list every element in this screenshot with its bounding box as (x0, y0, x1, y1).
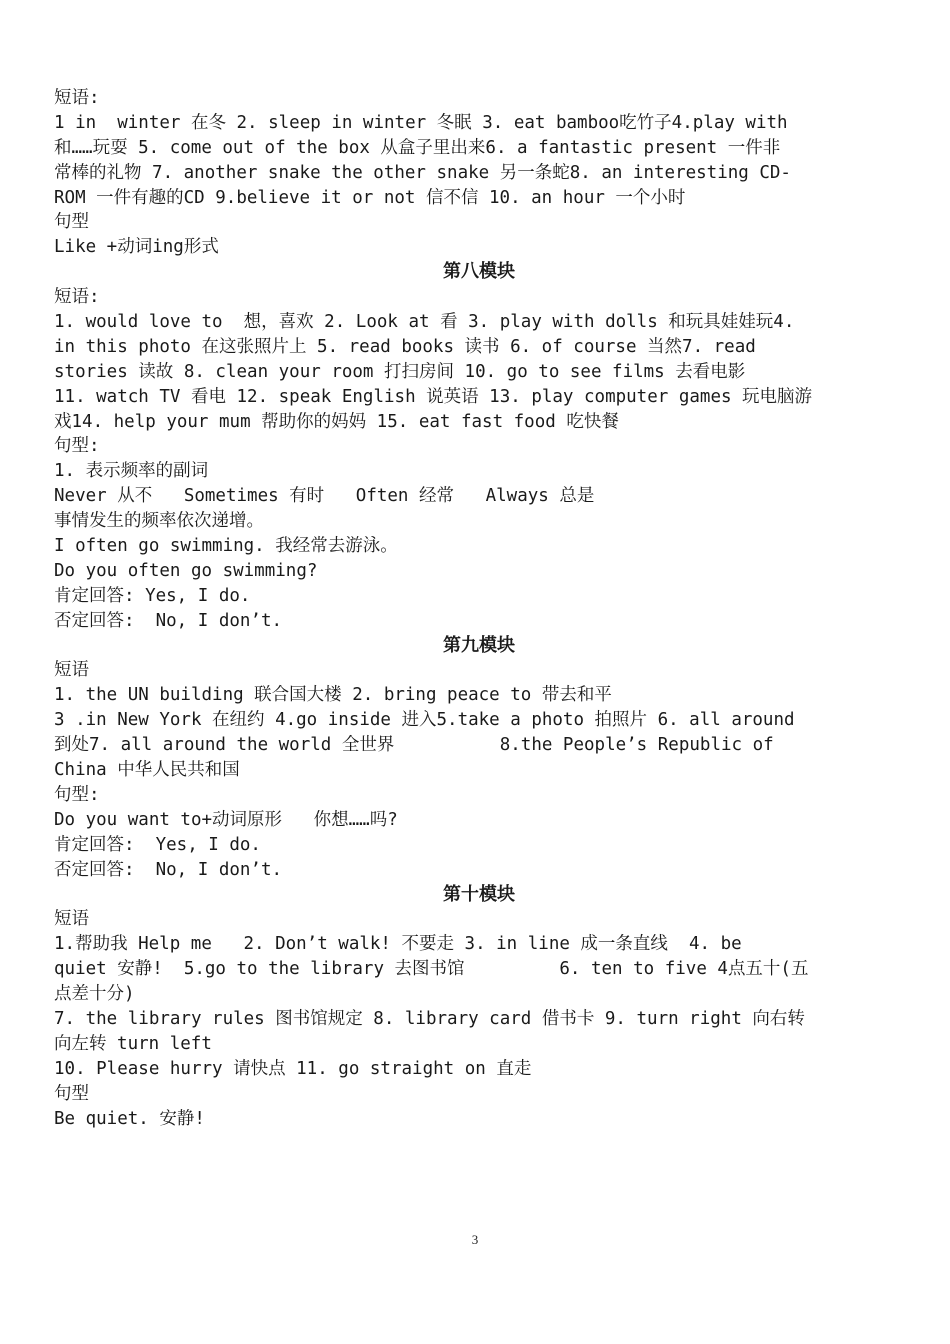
text-line: Do you often go swimming? (54, 560, 318, 581)
text-line: China 中华人民共和国 (54, 760, 240, 781)
text-line: stories 读故 8. clean your room 打扫房间 10. go to see films 去看电影 (54, 361, 746, 382)
text-line: 短语 (54, 660, 89, 681)
text-line: 1. 表示频率的副词 (54, 461, 209, 482)
text-line: 戏14. help your mum 帮助你的妈妈 15. eat fast food 吃快餐 (54, 411, 619, 432)
text-line: 短语: (54, 287, 100, 308)
text-line: Be quiet. 安静! (54, 1108, 205, 1129)
text-line: Like +动词ing形式 (54, 237, 219, 258)
document-body (54, 86, 904, 1131)
text-line: 句型: (54, 784, 100, 805)
text-line: 11. watch TV 看电 12. speak English 说英语 13. play computer games 玩电脑游 (54, 386, 813, 407)
text-line: 10. Please hurry 请快点 11. go straight on 直走 (54, 1058, 532, 1079)
text-line: 短语 (54, 909, 89, 930)
text-line: 和……玩耍 5. come out of the box 从盒子里出来6. a fantastic present 一件非 (54, 137, 781, 158)
section-heading: 第八模块 (443, 261, 515, 283)
text-line: 常棒的礼物 7. another snake the other snake 另一条蛇8. an interesting CD- (54, 162, 791, 183)
text-line: 1 in winter 在冬 2. sleep in winter 冬眠 3. eat bamboo吃竹子4.play with (54, 112, 788, 133)
text-line: 1. the UN building 联合国大楼 2. bring peace to 带去和平 (54, 685, 612, 706)
text-line: 句型 (54, 1083, 89, 1104)
text-line: 否定回答: No, I don’t. (54, 859, 283, 880)
text-line: Never 从不 Sometimes 有时 Often 经常 Always 总是 (54, 486, 595, 507)
text-line: 向左转 turn left (54, 1033, 212, 1054)
text-line: ROM 一件有趣的CD 9.believe it or not 信不信 10. an hour 一个小时 (54, 187, 686, 208)
text-line: 肯定回答: Yes, I do. (54, 834, 261, 855)
text-line: 1. would love to 想，喜欢 2. Look at 看 3. play with dolls 和玩具娃娃玩4. (54, 312, 795, 333)
text-line: 句型: (54, 436, 100, 457)
text-line: 1.帮助我 Help me 2. Don’t walk! 不要走 3. in line 成一条直线 4. be (54, 934, 742, 955)
text-line: 3 .in New York 在纽约 4.go inside 进入5.take a photo 拍照片 6. all around (54, 710, 795, 731)
text-line: 到处7. all around the world 全世界 8.the People’s Republic of (54, 735, 774, 756)
page-number: 3 (471, 1232, 479, 1247)
text-line: I often go swimming. 我经常去游泳。 (54, 536, 398, 557)
section-heading: 第十模块 (443, 883, 515, 905)
text-line: in this photo 在这张照片上 5. read books 读书 6. of course 当然7. read (54, 336, 756, 357)
text-line: 事情发生的频率依次递增。 (54, 511, 264, 532)
text-line: quiet 安静! 5.go to the library 去图书馆 6. ten to five 4点五十(五 (54, 959, 809, 980)
section-heading: 第九模块 (443, 634, 515, 656)
text-line: 短语: (54, 88, 100, 108)
text-line: 点差十分) (54, 984, 135, 1005)
text-line: 肯定回答: Yes, I do. (54, 585, 251, 606)
text-line: 7. the library rules 图书馆规定 8. library card 借书卡 9. turn right 向右转 (54, 1008, 805, 1029)
text-line: 否定回答: No, I don’t. (54, 610, 283, 631)
text-line: 句型 (54, 212, 89, 233)
text-line: Do you want to+动词原形 你想……吗? (54, 809, 398, 830)
